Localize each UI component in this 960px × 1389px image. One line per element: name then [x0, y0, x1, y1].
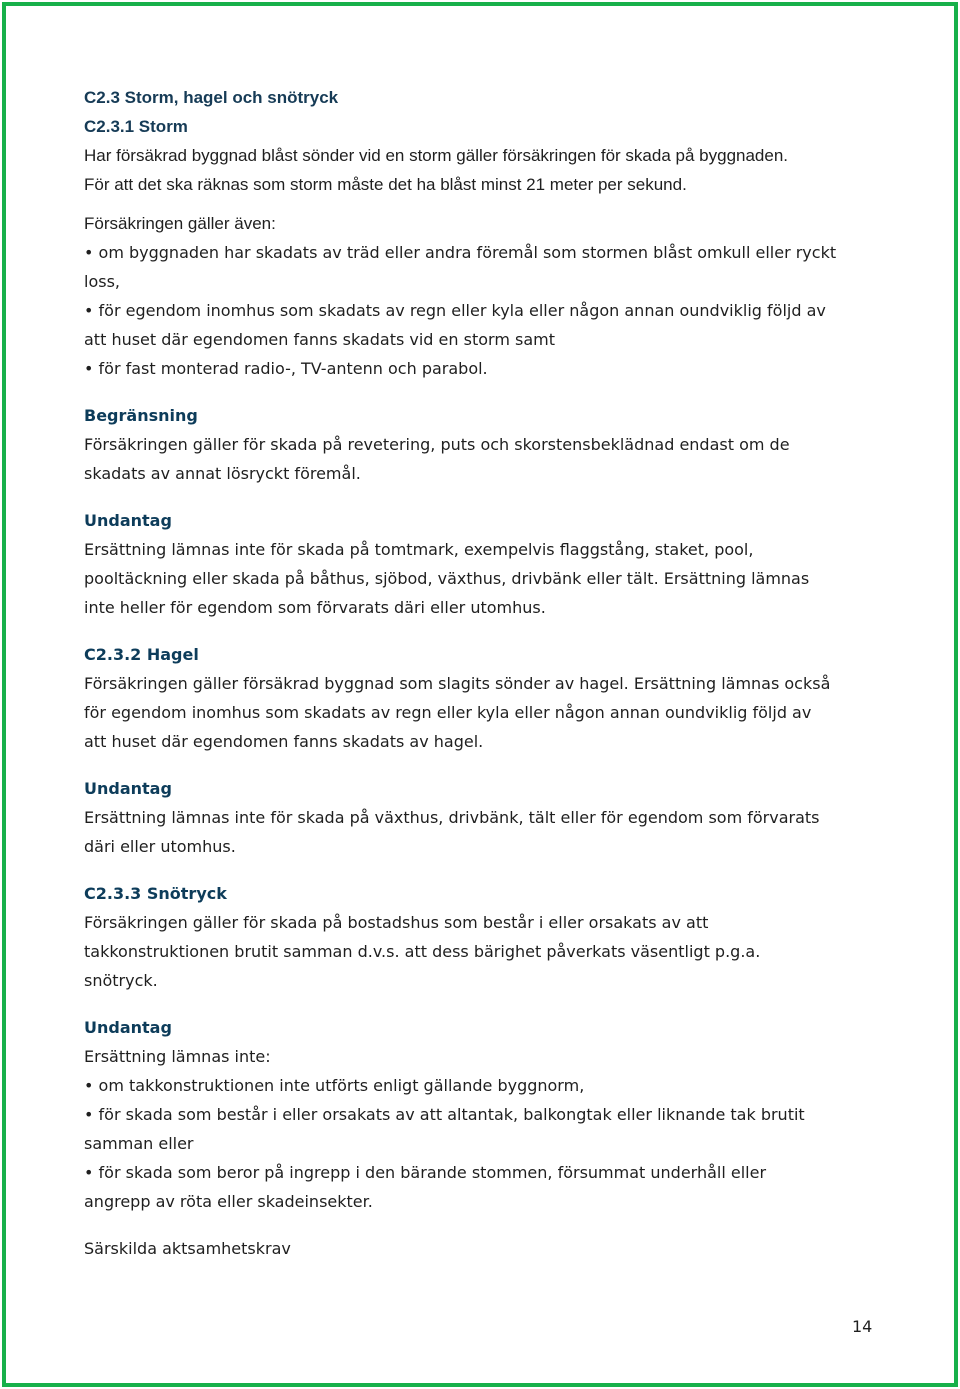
- snow-exception-intro: Ersättning lämnas inte:: [84, 1047, 271, 1066]
- snow-line: snötryck.: [84, 971, 158, 990]
- hail-line: Försäkringen gäller försäkrad byggnad som slagits sönder av hagel. Ersättning lämnas också: [84, 674, 831, 693]
- snow-bullet: • för skada som beror på ingrepp i den bärande stommen, försummat underhåll eller: [84, 1163, 767, 1182]
- storm-exception-line: Ersättning lämnas inte för skada på tomtmark, exempelvis flaggstång, staket, pool,: [84, 540, 754, 559]
- storm-exception-line: inte heller för egendom som förvarats däri eller utomhus.: [84, 598, 546, 617]
- snow-bullet-continuation: samman eller: [84, 1134, 194, 1153]
- snow-heading: C2.3.3 Snötryck: [84, 884, 227, 903]
- storm-bullet: • om byggnaden har skadats av träd eller andra föremål som stormen blåst omkull eller ryckt: [84, 243, 837, 262]
- snow-line: Försäkringen gäller för skada på bostadshus som består i eller orsakats av att: [84, 913, 709, 932]
- hail-line: att huset där egendomen fanns skadats av hagel.: [84, 732, 484, 751]
- hail-heading: C2.3.2 Hagel: [84, 645, 199, 664]
- storm-intro-line: För att det ska räknas som storm måste det ha blåst minst 21 meter per sekund.: [84, 175, 687, 194]
- storm-bullet: • för egendom inomhus som skadats av regn eller kyla eller någon annan oundviklig följd av: [84, 301, 826, 320]
- snow-bullet: • om takkonstruktionen inte utförts enligt gällande byggnorm,: [84, 1076, 585, 1095]
- hail-exception-line: däri eller utomhus.: [84, 837, 236, 856]
- limitation-heading: Begränsning: [84, 406, 198, 425]
- storm-bullet-continuation: att huset där egendomen fanns skadats vid en storm samt: [84, 330, 555, 349]
- storm-subheading: C2.3.1 Storm: [84, 117, 188, 136]
- document-body: [84, 83, 884, 1263]
- hail-exception-heading: Undantag: [84, 779, 172, 798]
- storm-also-label: Försäkringen gäller även:: [84, 214, 276, 233]
- storm-intro-line: Har försäkrad byggnad blåst sönder vid en storm gäller försäkringen för skada på byggnaden.: [84, 146, 789, 165]
- storm-exception-heading: Undantag: [84, 511, 172, 530]
- storm-bullet-continuation: loss,: [84, 272, 120, 291]
- page-number: 14: [852, 1317, 873, 1336]
- storm-bullet: • för fast monterad radio-, TV-antenn och parabol.: [84, 359, 488, 378]
- section-heading: C2.3 Storm, hagel och snötryck: [84, 88, 339, 107]
- snow-line: takkonstruktionen brutit samman d.v.s. att dess bärighet påverkats väsentligt p.g.a.: [84, 942, 761, 961]
- special-requirements-heading: Särskilda aktsamhetskrav: [84, 1239, 291, 1258]
- limitation-line: skadats av annat lösryckt föremål.: [84, 464, 361, 483]
- hail-exception-line: Ersättning lämnas inte för skada på växthus, drivbänk, tält eller för egendom som förvarats: [84, 808, 820, 827]
- hail-line: för egendom inomhus som skadats av regn eller kyla eller någon annan oundviklig följd av: [84, 703, 812, 722]
- snow-bullet: • för skada som består i eller orsakats av att altantak, balkongtak eller liknande tak brutit: [84, 1105, 805, 1124]
- limitation-line: Försäkringen gäller för skada på revetering, puts och skorstensbeklädnad endast om de: [84, 435, 790, 454]
- storm-exception-line: pooltäckning eller skada på båthus, sjöbod, växthus, drivbänk eller tält. Ersättning lämnas: [84, 569, 810, 588]
- snow-exception-heading: Undantag: [84, 1018, 172, 1037]
- snow-bullet-continuation: angrepp av röta eller skadeinsekter.: [84, 1192, 373, 1211]
